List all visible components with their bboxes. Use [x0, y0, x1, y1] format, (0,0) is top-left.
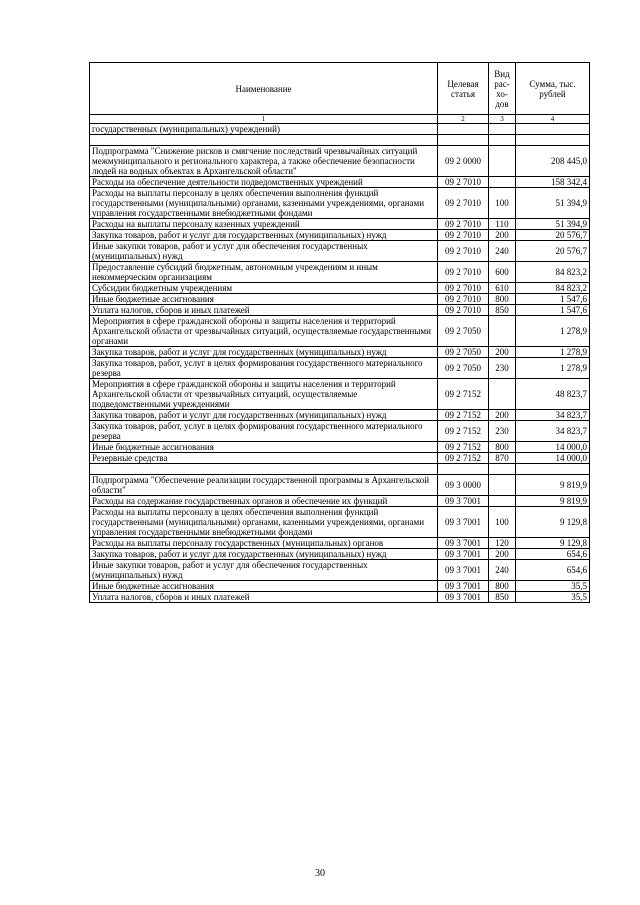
cell-name: Резервные средства [90, 453, 438, 464]
cell-type: 610 [489, 283, 516, 294]
table-row [90, 421, 590, 442]
cell-sum: 654,6 [516, 549, 590, 560]
subprogram-row [90, 146, 590, 177]
cell-sum [516, 124, 590, 135]
spacer-row [90, 135, 590, 146]
column-number: 1 [90, 115, 438, 124]
cell-sum: 48 823,7 [516, 379, 590, 410]
cell-sum: 158 342,4 [516, 177, 590, 188]
cell-name: Иные бюджетные ассигнования [90, 581, 438, 592]
table-row [90, 549, 590, 560]
table-body [90, 124, 590, 603]
column-number: 3 [489, 115, 516, 124]
cell-code: 09 2 7010 [438, 219, 489, 230]
spacer-cell [489, 464, 516, 475]
header-target-article: Целевая статья [438, 63, 489, 115]
table-row [90, 219, 590, 230]
cell-name: Подпрограмма "Снижение рисков и смягчение последствий чрезвычайных ситуаций межмуниципального и регионального характера, а также обеспечение безопасности людей на водных объектах в Архангельской области" [90, 146, 438, 177]
cell-type: 110 [489, 219, 516, 230]
budget-table [89, 62, 590, 603]
cell-type: 230 [489, 358, 516, 379]
cell-code: 09 2 7010 [438, 177, 489, 188]
table-row [90, 262, 590, 283]
cell-type: 200 [489, 410, 516, 421]
cell-code: 09 3 0000 [438, 475, 489, 496]
table-row [90, 581, 590, 592]
table-row [90, 560, 590, 581]
cell-type: 600 [489, 262, 516, 283]
cell-code: 09 3 7001 [438, 538, 489, 549]
cell-sum: 34 823,7 [516, 421, 590, 442]
cell-code: 09 2 7152 [438, 379, 489, 410]
table-row [90, 305, 590, 316]
cell-name: Иные бюджетные ассигнования [90, 294, 438, 305]
cell-sum: 1 547,6 [516, 305, 590, 316]
table-row [90, 592, 590, 603]
cell-type: 200 [489, 549, 516, 560]
cell-name: Подпрограмма "Обеспечение реализации государственной программы в Архангельской области" [90, 475, 438, 496]
cell-sum: 51 394,9 [516, 188, 590, 219]
cell-sum: 1 547,6 [516, 294, 590, 305]
spacer-cell [438, 135, 489, 146]
table-row [90, 347, 590, 358]
cell-sum: 1 278,9 [516, 316, 590, 347]
cell-sum: 9 819,9 [516, 496, 590, 507]
column-number: 4 [516, 115, 590, 124]
header-sum: Сумма, тыс. рублей [516, 63, 590, 115]
cell-name: Закупка товаров, работ и услуг для государственных (муниципальных) нужд [90, 410, 438, 421]
header-expense-type: Вид рас-хо-дов [489, 63, 516, 115]
cell-name: Закупка товаров, работ, услуг в целях формирования государственного материального резерва [90, 358, 438, 379]
spacer-cell [90, 464, 438, 475]
cell-sum: 20 576,7 [516, 241, 590, 262]
cell-name: Закупка товаров, работ и услуг для государственных (муниципальных) нужд [90, 230, 438, 241]
cell-name: Иные закупки товаров, работ и услуг для обеспечения государственных (муниципальных) нужд [90, 241, 438, 262]
cell-type: 230 [489, 421, 516, 442]
cell-name: Расходы на содержание государственных органов и обеспечение их функций [90, 496, 438, 507]
table-row [90, 188, 590, 219]
cell-type: 100 [489, 507, 516, 538]
cell-code: 09 2 7010 [438, 262, 489, 283]
table-row [90, 124, 590, 135]
table-row [90, 294, 590, 305]
cell-type: 800 [489, 581, 516, 592]
subprogram-row [90, 475, 590, 496]
cell-sum: 1 278,9 [516, 358, 590, 379]
spacer-cell [90, 135, 438, 146]
cell-name: Закупка товаров, работ и услуг для государственных (муниципальных) нужд [90, 347, 438, 358]
cell-code: 09 2 0000 [438, 146, 489, 177]
cell-code: 09 3 7001 [438, 549, 489, 560]
cell-name: Расходы на выплаты персоналу казенных учреждений [90, 219, 438, 230]
spacer-cell [516, 464, 590, 475]
table-row [90, 453, 590, 464]
cell-type [489, 316, 516, 347]
cell-sum: 9 129,8 [516, 507, 590, 538]
header-name: Наименование [90, 63, 438, 115]
cell-type [489, 177, 516, 188]
cell-name: Закупка товаров, работ и услуг для государственных (муниципальных) нужд [90, 549, 438, 560]
table-row [90, 283, 590, 294]
cell-code: 09 2 7152 [438, 453, 489, 464]
page-number: 30 [315, 868, 325, 879]
cell-sum: 208 445,0 [516, 146, 590, 177]
cell-code: 09 3 7001 [438, 592, 489, 603]
cell-type: 240 [489, 560, 516, 581]
table-row [90, 379, 590, 410]
cell-name: Предоставление субсидий бюджетным, автономным учреждениям и иным некоммерческим организациям [90, 262, 438, 283]
cell-sum: 9 129,8 [516, 538, 590, 549]
table-row [90, 358, 590, 379]
cell-name: Мероприятия в сфере гражданской обороны и защиты населения и территорий Архангельской области от чрезвычайных ситуаций, осуществляемые государственными органами [90, 316, 438, 347]
table-row [90, 507, 590, 538]
cell-sum: 35,5 [516, 581, 590, 592]
cell-type [489, 475, 516, 496]
cell-code: 09 2 7010 [438, 241, 489, 262]
cell-sum: 51 394,9 [516, 219, 590, 230]
table-row [90, 316, 590, 347]
cell-sum: 14 000,0 [516, 453, 590, 464]
cell-sum: 1 278,9 [516, 347, 590, 358]
cell-code: 09 2 7010 [438, 305, 489, 316]
cell-code: 09 2 7050 [438, 316, 489, 347]
cell-name: Закупка товаров, работ, услуг в целях формирования государственного материального резерва [90, 421, 438, 442]
cell-name: Иные закупки товаров, работ и услуг для обеспечения государственных (муниципальных) нужд [90, 560, 438, 581]
cell-name: Расходы на выплаты персоналу в целях обеспечения выполнения функций государственными (муниципальными) органами, казенными учреждениями, органами управления государственными внебюджетными фондами [90, 507, 438, 538]
cell-code: 09 2 7010 [438, 294, 489, 305]
cell-type: 800 [489, 294, 516, 305]
cell-code: 09 2 7010 [438, 188, 489, 219]
cell-sum: 35,5 [516, 592, 590, 603]
cell-name: Расходы на выплаты персоналу государственных (муниципальных) органов [90, 538, 438, 549]
cell-code: 09 3 7001 [438, 560, 489, 581]
cell-code: 09 2 7010 [438, 283, 489, 294]
cell-code: 09 3 7001 [438, 496, 489, 507]
cell-name: Уплата налогов, сборов и иных платежей [90, 592, 438, 603]
cell-type: 800 [489, 442, 516, 453]
cell-code: 09 2 7152 [438, 410, 489, 421]
cell-type: 100 [489, 188, 516, 219]
table-row [90, 538, 590, 549]
cell-type [489, 379, 516, 410]
cell-code: 09 3 7001 [438, 507, 489, 538]
table-row [90, 442, 590, 453]
spacer-row [90, 464, 590, 475]
cell-code: 09 2 7010 [438, 230, 489, 241]
cell-type [489, 124, 516, 135]
cell-name: Расходы на выплаты персоналу в целях обеспечения выполнения функций государственными (муниципальными) органами, казенными учреждениями, органами управления государственными внебюджетными фондами [90, 188, 438, 219]
cell-code: 09 3 7001 [438, 581, 489, 592]
cell-name: Расходы на обеспечение деятельности подведомственных учреждений [90, 177, 438, 188]
cell-sum: 9 819,9 [516, 475, 590, 496]
cell-type: 870 [489, 453, 516, 464]
table-row [90, 410, 590, 421]
spacer-cell [516, 135, 590, 146]
cell-code: 09 2 7152 [438, 442, 489, 453]
table-row [90, 241, 590, 262]
column-number: 2 [438, 115, 489, 124]
spacer-cell [438, 464, 489, 475]
cell-type: 200 [489, 347, 516, 358]
cell-name: государственных (муниципальных) учреждений) [90, 124, 438, 135]
cell-sum: 654,6 [516, 560, 590, 581]
cell-sum: 84 823,2 [516, 262, 590, 283]
cell-name: Уплата налогов, сборов и иных платежей [90, 305, 438, 316]
cell-type: 200 [489, 230, 516, 241]
cell-type: 240 [489, 241, 516, 262]
cell-name: Субсидии бюджетным учреждениям [90, 283, 438, 294]
spacer-cell [489, 135, 516, 146]
cell-sum: 34 823,7 [516, 410, 590, 421]
cell-sum: 14 000,0 [516, 442, 590, 453]
cell-name: Иные бюджетные ассигнования [90, 442, 438, 453]
cell-type: 120 [489, 538, 516, 549]
cell-code: 09 2 7050 [438, 358, 489, 379]
cell-sum: 84 823,2 [516, 283, 590, 294]
table-row [90, 177, 590, 188]
cell-type [489, 146, 516, 177]
cell-code [438, 124, 489, 135]
cell-type [489, 496, 516, 507]
cell-code: 09 2 7152 [438, 421, 489, 442]
cell-code: 09 2 7050 [438, 347, 489, 358]
cell-type: 850 [489, 305, 516, 316]
cell-name: Мероприятия в сфере гражданской обороны и защиты населения и территорий Архангельской области от чрезвычайных ситуаций, осуществляемые подведомственными учреждениями [90, 379, 438, 410]
cell-type: 850 [489, 592, 516, 603]
table-row [90, 230, 590, 241]
cell-sum: 20 576,7 [516, 230, 590, 241]
table-row [90, 496, 590, 507]
